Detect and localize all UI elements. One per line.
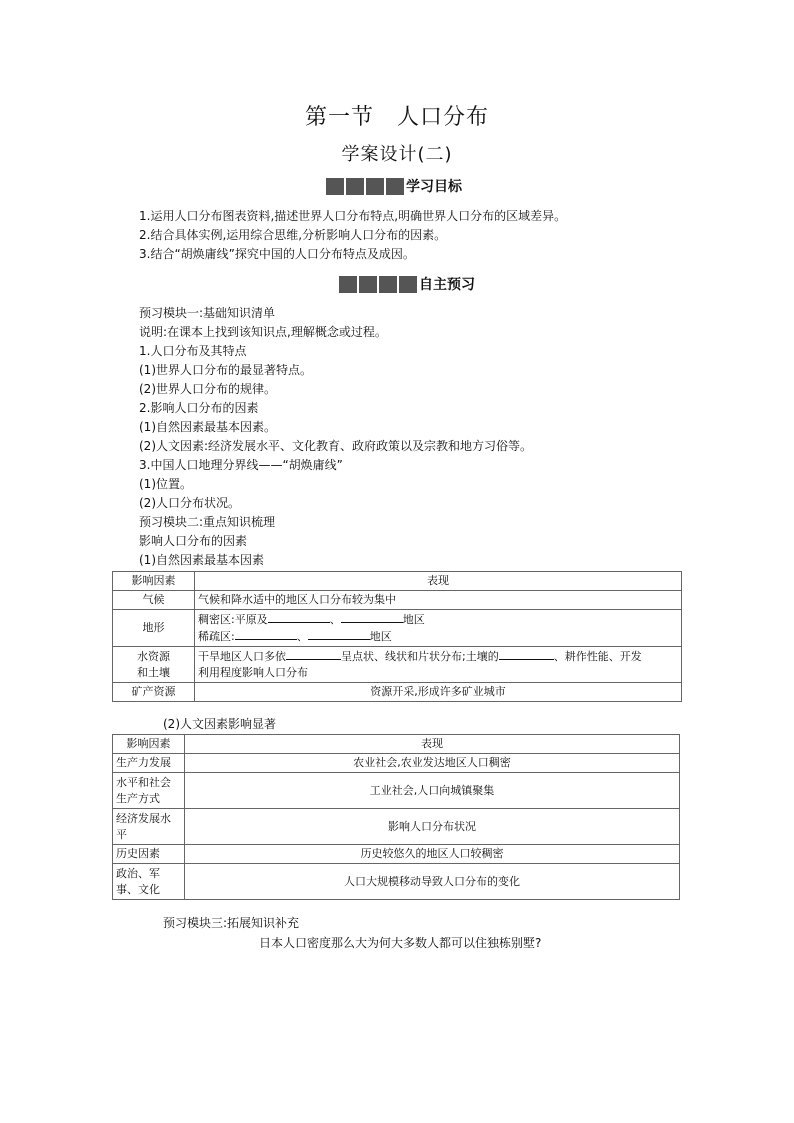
preview-line: (1)自然因素最基本因素 — [139, 553, 264, 567]
fill-blank — [499, 648, 554, 660]
table-row — [113, 864, 680, 900]
table-row — [113, 845, 680, 864]
table-row — [113, 683, 682, 702]
factor-line: 水资源 — [137, 649, 170, 663]
preview-line: 预习模块二:重点知识梳理 — [139, 515, 276, 529]
goals-heading-label: 学习目标 — [406, 179, 462, 195]
factor-cell — [113, 647, 195, 683]
preview-line: (1)世界人口分布的最显著特点。 — [139, 363, 312, 377]
table-row — [113, 591, 682, 610]
preview-line: (2)人文因素:经济发展水平、文化教育、政府政策以及宗教和地方习俗等。 — [139, 439, 533, 453]
table-header-cell: 影响因素 — [113, 735, 185, 754]
sparse-suffix: 地区 — [369, 630, 392, 643]
preview-line: 说明:在课本上找到该知识点,理解概念或过程。 — [139, 325, 387, 339]
table-row — [113, 647, 682, 683]
page-subtitle: 学案设计(二) — [341, 144, 453, 165]
factor-cell: 政治、军事、文化 — [113, 864, 185, 900]
module3-heading: 预习模块三:拓展知识补充 — [163, 916, 300, 930]
description-cell: 工业社会,人口向城镇聚集 — [185, 773, 680, 809]
description-cell: 影响人口分布状况 — [185, 809, 680, 845]
description-cell — [195, 610, 682, 647]
table-header-cell: 影响因素 — [113, 572, 195, 591]
table-header-cell: 表现 — [185, 735, 680, 754]
description-cell: 历史较悠久的地区人口较稠密 — [185, 845, 680, 864]
separator: 、 — [296, 630, 308, 643]
human-factors-table — [112, 734, 680, 900]
preview-line: (2)人口分布状况。 — [139, 496, 240, 510]
table-header-row — [113, 735, 680, 754]
separator: 、 — [329, 613, 341, 626]
table-row — [113, 754, 680, 773]
factor-line: 和土壤 — [137, 665, 170, 679]
desc-text: 利用程度影响人口分布 — [198, 666, 308, 679]
desc-text: 、耕作性能、开发 — [553, 650, 642, 663]
page-title: 第一节 人口分布 — [304, 105, 489, 130]
description-cell: 气候和降水适中的地区人口分布较为集中 — [195, 591, 682, 610]
table2-caption: (2)人文因素影响显著 — [163, 717, 276, 731]
fill-blank — [341, 611, 403, 623]
description-cell: 人口大规模移动导致人口分布的变化 — [185, 864, 680, 900]
preview-line: (2)世界人口分布的规律。 — [139, 382, 276, 396]
sparse-prefix: 稀疏区: — [198, 630, 235, 643]
heading-block-decoration — [326, 178, 404, 195]
fill-blank — [308, 628, 370, 640]
goal-item: 2.结合具体实例,运用综合思维,分析影响人口分布的因素。 — [139, 228, 447, 242]
preview-line: 预习模块一:基础知识清单 — [139, 306, 276, 320]
factor-cell: 气候 — [113, 591, 195, 610]
factor-cell: 水平和社会生产方式 — [113, 773, 185, 809]
preview-line: (1)自然因素最基本因素。 — [139, 420, 276, 434]
dense-suffix: 地区 — [402, 613, 425, 626]
table-header-cell: 表现 — [195, 572, 682, 591]
factor-cell: 经济发展水平 — [113, 809, 185, 845]
section-heading-preview — [339, 274, 475, 294]
desc-text: 呈点状、线状和片状分布;土壤的 — [341, 650, 499, 663]
preview-line: 3.中国人口地理分界线——“胡焕庸线” — [139, 458, 343, 472]
factor-cell: 地形 — [113, 610, 195, 647]
description-cell: 农业社会,农业发达地区人口稠密 — [185, 754, 680, 773]
natural-factors-table — [112, 571, 682, 702]
fill-blank — [268, 611, 330, 623]
preview-line: 影响人口分布的因素 — [139, 534, 248, 548]
heading-block-decoration — [339, 276, 417, 293]
description-cell — [195, 647, 682, 683]
fill-blank — [235, 628, 297, 640]
question-text: 日本人口密度那么大为何大多数人都可以住独栋别墅? — [259, 936, 542, 950]
preview-line: 2.影响人口分布的因素 — [139, 401, 259, 415]
factor-cell: 矿产资源 — [113, 683, 195, 702]
table-header-row — [113, 572, 682, 591]
description-cell: 资源开采,形成许多矿业城市 — [195, 683, 682, 702]
preview-line: (1)位置。 — [139, 477, 192, 491]
table-row — [113, 773, 680, 809]
factor-cell: 历史因素 — [113, 845, 185, 864]
goal-item: 1.运用人口分布图表资料,描述世界人口分布特点,明确世界人口分布的区域差异。 — [139, 209, 567, 223]
desc-text: 干旱地区人口多依 — [198, 650, 286, 663]
table-row — [113, 809, 680, 845]
preview-line: 1.人口分布及其特点 — [139, 344, 247, 358]
goal-item: 3.结合“胡焕庸线”探究中国的人口分布特点及成因。 — [139, 247, 415, 261]
table-row — [113, 610, 682, 647]
dense-prefix: 稠密区:平原及 — [198, 613, 268, 626]
section-heading-goals — [326, 176, 462, 196]
fill-blank — [286, 648, 341, 660]
preview-heading-label: 自主预习 — [419, 277, 475, 293]
factor-cell: 生产力发展 — [113, 754, 185, 773]
